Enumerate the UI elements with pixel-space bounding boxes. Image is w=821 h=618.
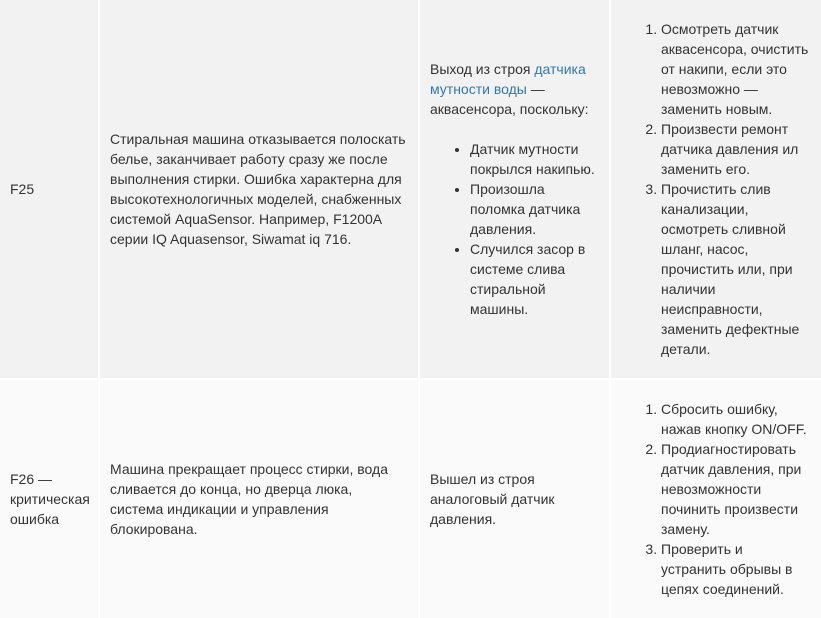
- list-item: 2. Произвести ремонт датчика давления ил заменить его.: [661, 119, 811, 179]
- description-cell: [100, 0, 418, 378]
- cause-prefix: Выход из строя: [430, 61, 535, 77]
- error-code: F25: [10, 181, 35, 197]
- list-item: 3. Прочистить слив канализации, осмотреть сливной шланг, насос, прочистить или, при наличии неисправности, заменить дефектные детали.: [661, 179, 811, 359]
- list-item: • Датчик мутности покрылся накипью.: [470, 139, 599, 179]
- cause-cell: [420, 0, 609, 378]
- fix-list: [621, 19, 811, 359]
- list-item: 2. Продиагностировать датчик давления, при невозможности починить произвести замену.: [661, 439, 811, 539]
- error-code: F26 — критическая ошибка: [10, 471, 90, 527]
- list-item: • Произошла поломка датчика давления.: [470, 179, 599, 239]
- table-row: [0, 380, 821, 618]
- cause-suffix: — аквасенсора, поскольку:: [430, 81, 589, 117]
- water-turbidity-sensor-link[interactable]: датчика мутности воды: [430, 61, 586, 97]
- cause-intro: [430, 59, 599, 119]
- cause-cell: [420, 380, 609, 618]
- list-item: 1. Осмотреть датчик аквасенсора, очистить от накипи, если это невозможно — заменить новым.: [661, 19, 811, 119]
- cause-list: [430, 139, 599, 319]
- error-cause: Вышел из строя аналоговый датчик давления.: [430, 471, 555, 527]
- error-description: Машина прекращает процесс стирки, вода сливается до конца, но дверца люка, система индикации и управления блокирована.: [110, 461, 388, 537]
- error-code-cell: [0, 0, 98, 378]
- list-item: 3. Проверить и устранить обрывы в цепях соединений.: [661, 539, 811, 599]
- fix-cell: [611, 0, 821, 378]
- fix-list: [621, 399, 811, 599]
- list-item: • Случился засор в системе слива стиральной машины.: [470, 239, 599, 319]
- list-item: 1. Сбросить ошибку, нажав кнопку ON/OFF.: [661, 399, 811, 439]
- error-description: Стиральная машина отказывается полоскать белье, заканчивает работу сразу же после выполнения стирки. Ошибка характерна для высокотехнологичных моделей, снабженных системой AquaSensor. Например, F1200A серии IQ Aquasensor, Siwamat iq 716.: [110, 131, 406, 247]
- description-cell: [100, 380, 418, 618]
- error-code-cell: [0, 380, 98, 618]
- fix-cell: [611, 380, 821, 618]
